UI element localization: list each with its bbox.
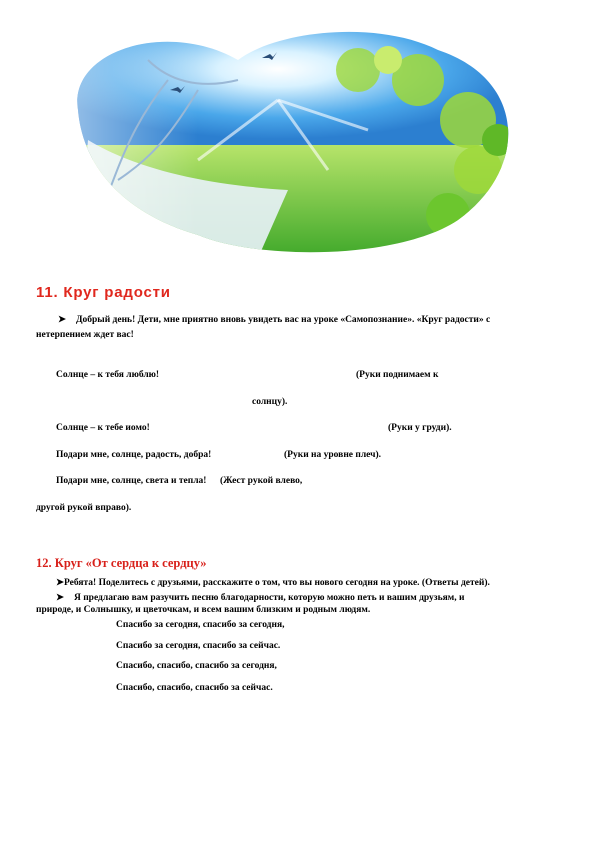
poem-line: другой рукой вправо). <box>36 503 132 513</box>
song-line: Спасибо за сегодня, спасибо за сегодня, <box>116 620 285 630</box>
song-line: Спасибо за сегодня, спасибо за сейчас. <box>116 641 281 651</box>
poem-line: Солнце – к тебе иомо! <box>56 423 150 433</box>
song-line: Спасибо, спасибо, спасибо за сегодня, <box>116 661 277 671</box>
poem-line: Подари мне, солнце, радость, добра! <box>56 450 212 460</box>
poem-gesture-note: солнцу). <box>252 397 288 407</box>
arrowhead-bullet-icon: ➤ <box>56 593 64 603</box>
poem-line: Солнце – к тебя люблю! <box>56 370 160 380</box>
section-11-heading: 11. Круг радости <box>36 284 171 301</box>
paragraph-question: ➤Ребята! Поделитесь с друзьями, расскажите о том, что вы нового сегодня на уроке. (Ответы детей). <box>56 578 490 588</box>
paragraph-song-intro-line-1: ➤ Я предлагаю вам разучить песню благодарности, которую можно петь и вашим друзьям, и <box>56 593 465 603</box>
arrowhead-bullet-icon: ➤ <box>58 315 66 325</box>
frost-trees <box>58 20 198 258</box>
poem-line: Подари мне, солнце, света и тепла! <box>56 476 207 486</box>
poem-gesture-note: (Жест рукой влево, <box>220 476 303 486</box>
poem-gesture-note: (Руки поднимаем к <box>356 370 439 380</box>
paragraph-song-intro-line-2: природе, и Солнышку, и цветочкам, и всем вашим близким и родным людям. <box>36 605 371 615</box>
heart-nature-illustration <box>58 20 536 258</box>
song-line: Спасибо, спасибо, спасибо за сейчас. <box>116 683 273 693</box>
arrowhead-bullet-icon: ➤ <box>56 578 64 588</box>
heart-frame <box>58 20 536 258</box>
intro-paragraph-line-2: нетерпением ждет вас! <box>36 330 134 340</box>
section-12-heading: 12. Круг «От сердца к сердцу» <box>36 556 207 570</box>
intro-paragraph-line-1: ➤ Добрый день! Дети, мне приятно вновь увидеть вас на уроке «Самопознание». «Круг радости» с <box>58 315 491 325</box>
poem-gesture-note: (Руки на уровне плеч). <box>284 450 382 460</box>
poem-gesture-note: (Руки у груди). <box>388 423 452 433</box>
